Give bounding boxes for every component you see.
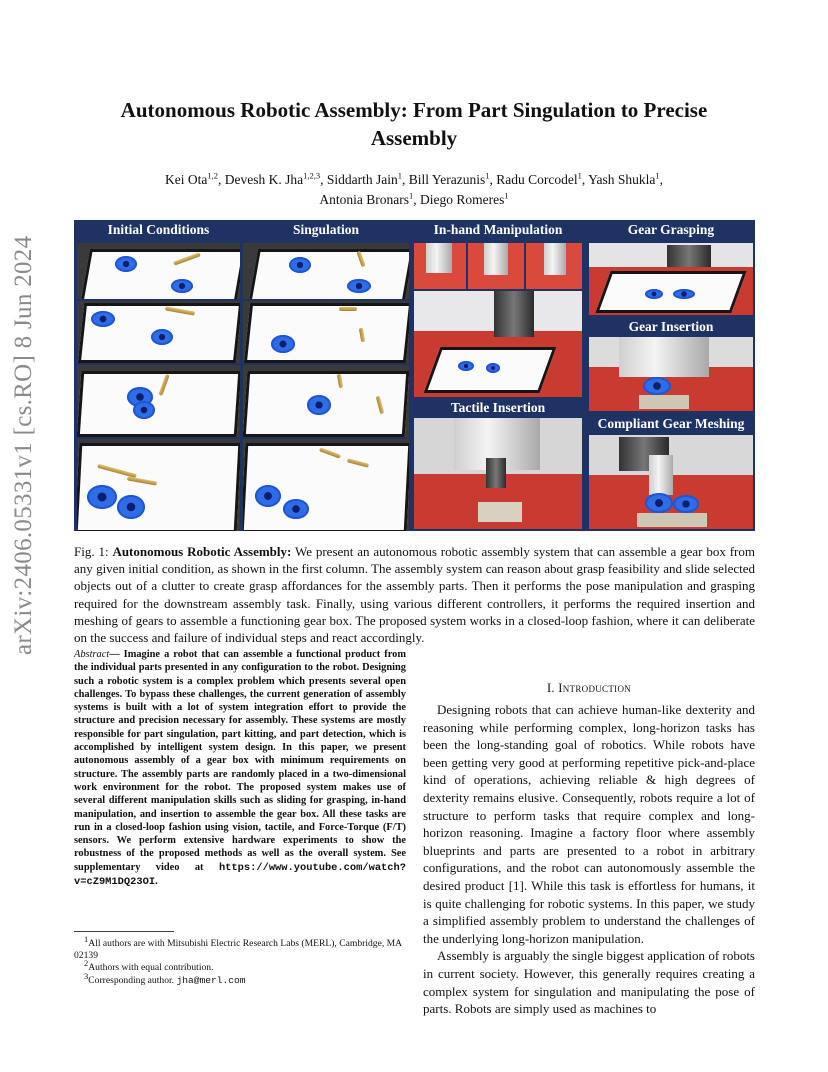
footnote-mark: 3	[84, 970, 89, 981]
panel-title-inhand: In-hand Manipulation	[433, 222, 563, 237]
caption-label: Fig. 1:	[74, 544, 113, 559]
author-name: Antonia Bronars	[319, 192, 409, 207]
abstract-end: .	[155, 876, 158, 888]
section-number: I.	[546, 681, 559, 695]
gear-insertion-photo	[589, 337, 753, 411]
footnote-2	[74, 958, 406, 974]
meshing-photo	[589, 435, 753, 529]
footnote-mark: 2	[84, 958, 89, 969]
author-list	[90, 170, 738, 210]
panel-title-meshing: Compliant Gear Meshing	[587, 414, 755, 434]
panel-inhand	[412, 220, 584, 531]
panel-title-initial: Initial Conditions	[107, 222, 210, 237]
footnote-text: Corresponding author.	[88, 974, 177, 986]
author-name: Bill Yerazunis	[408, 172, 486, 187]
footnote-3	[74, 970, 406, 987]
footnotes	[74, 933, 406, 987]
abstract	[74, 648, 406, 889]
author-affiliation-mark: 1	[397, 170, 402, 181]
author-name: Siddarth Jain	[326, 172, 398, 187]
panel-singulation	[243, 220, 409, 531]
inhand-photo-1	[414, 243, 466, 289]
author-affiliation-mark: 1,2	[207, 170, 218, 181]
singulation-photo-3	[243, 365, 409, 437]
author-line-2: Antonia Bronars$^1$, Diego Romeres$^1$	[319, 190, 509, 207]
panel-title-singulation: Singulation	[292, 222, 360, 237]
footnote-1	[74, 933, 406, 962]
panel-gear-grasping	[587, 220, 755, 531]
initial-photo-4	[77, 439, 240, 531]
inhand-main-photo	[414, 291, 582, 397]
author-affiliation-mark: 1	[655, 170, 660, 181]
arxiv-stamp: arXiv:2406.05331v1 [cs.RO] 8 Jun 2024	[10, 235, 37, 655]
author-line-1: Kei Ota$^{1,2}$, Devesh K. Jha$^{1,2,3}$, Siddarth Jain$^1$, Bill Yerazunis$^1$, Radu Corcodel$^1$, Yash Shukla$^1$,	[165, 170, 663, 187]
initial-photo-2	[77, 301, 240, 363]
singulation-photo-1	[243, 243, 409, 299]
inhand-photo-2	[468, 243, 524, 289]
paper-title: Autonomous Robotic Assembly: From Part Singulation to Precise Assembly	[120, 98, 708, 150]
footnote-rule	[74, 931, 174, 932]
author-affiliation-mark: 1	[577, 170, 582, 181]
panel-title-tactile: Tactile Insertion	[412, 398, 584, 418]
caption-bold: Autonomous Robotic Assembly:	[112, 544, 292, 559]
author-name: Devesh K. Jha	[224, 172, 304, 187]
singulation-photo-4	[243, 439, 409, 531]
inhand-photo-3	[526, 243, 582, 289]
intro-paragraph-1: Designing robots that can achieve human-like dexterity and reasoning while performing complex, long-horizon tasks has been the long-standing goal of robotics. While robots have been getting very good at performing repetitive pick-and-place kind of operations, achieving reliable & high degrees of dexterity remains elusive. Consequently, robots require a lot of structure to perform tasks that require complex and long-horizon reasoning. Imagine a factory floor where assembly blueprints and parts are presented to a robot in arbitrary configurations, and the robot can autonomously assemble the desired product [1]. While this task is effortless for humans, it is quite challenging for robotic systems. In this paper, we study a simplified assembly problem to understand the challenges of the underlying long-horizon manipulation.	[423, 702, 755, 946]
intro-paragraph-2: Assembly is arguably the single biggest application of robots in current society. However, this generally requires creating a complex system for singulation and manipulating the pose of parts. Robots are simply used as machines to	[423, 948, 755, 1017]
contact-email[interactable]: jha@merl.com	[176, 974, 246, 986]
panel-title-gear-insertion: Gear Insertion	[587, 317, 755, 337]
panel-title-gear-grasping: Gear Grasping	[627, 222, 715, 237]
caption-text: We present an autonomous robotic assembly system that can assemble a gear box from any given initial condition, as shown in the first column. The assembly system can reason about grasp feasibility and slide selected objects out of a clutter to create grasp affordances for the assembly parts. Then it performs the pose manipulation and grasping required for the downstream assembly task. Finally, using various different controllers, it performs the required insertion and meshing of gears to assemble a functioning gear box. The proposed system works in a closed-loop fashion, where it can deliberate on the success and failure of individual steps and react accordingly.	[74, 544, 755, 646]
introduction-body	[423, 701, 755, 1018]
abstract-lead: Abstract	[74, 649, 110, 660]
tactile-photo	[414, 418, 582, 529]
figure-caption	[74, 543, 755, 646]
footnote-text: Authors with equal contribution.	[88, 962, 214, 974]
panel-initial-conditions	[77, 220, 240, 531]
gear-grasping-photo	[589, 243, 753, 315]
figure-1	[74, 220, 755, 531]
author-name: Radu Corcodel	[496, 172, 578, 187]
author-name: Yash Shukla	[588, 172, 656, 187]
footnote-text: All authors are with Mitsubishi Electric Research Labs (MERL), Cambridge, MA 02139	[74, 938, 402, 962]
singulation-photo-2	[243, 301, 409, 363]
author-name: Kei Ota	[165, 172, 208, 187]
footnote-mark: 1	[84, 933, 89, 944]
author-affiliation-mark: 1	[409, 190, 414, 201]
abstract-text: — Imagine a robot that can assemble a functional product from the individual parts presented in any configuration to the robot. Designing such a robotic system is a complex problem which presents several open challenges. To bypass these challenges, the current generation of assembly systems is built with a lot of system integration effort to provide the structure and precision necessary for assembly. These systems are mostly responsible for part singulation, part kitting, and part detection, which is accomplished by intelligent system design. In this paper, we present autonomous assembly of a gear box with minimum requirements on structure. The assembly parts are randomly placed in a two-dimensional work environment for the robot. The proposed system makes use of several different manipulation skills such as sliding for grasping, in-hand manipulation, and insertion to assemble the gear box. All these tasks are run in a closed-loop fashion using vision, tactile, and Force-Torque (F/T) sensors. We perform extensive hardware experiments to show the robustness of the proposed methods as well as the overall system. See supplementary video at	[74, 649, 406, 873]
section-heading	[423, 681, 755, 696]
initial-photo-3	[77, 365, 240, 437]
initial-photo-1	[77, 243, 240, 299]
author-affiliation-mark: 1	[485, 170, 490, 181]
author-affiliation-mark: 1,2,3	[303, 170, 321, 181]
section-title: Introduction	[558, 681, 632, 695]
author-affiliation-mark: 1	[504, 190, 509, 201]
video-url[interactable]: https://www.youtube.com/watch?v=cZ9M1DQ23OI	[74, 861, 406, 889]
author-name: Diego Romeres	[420, 192, 505, 207]
